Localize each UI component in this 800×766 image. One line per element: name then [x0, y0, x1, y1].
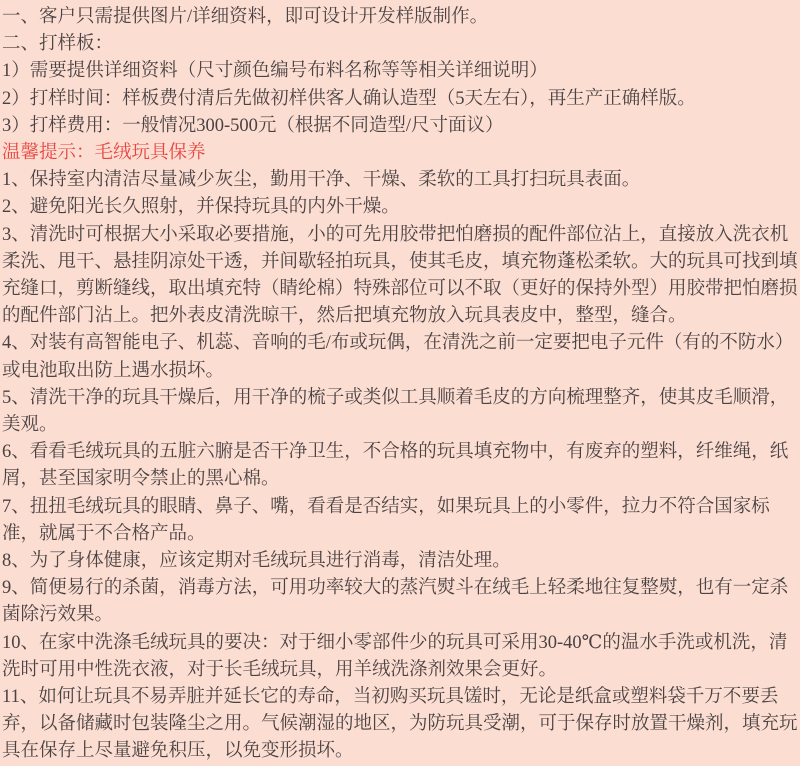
- sample-detail-line-1: 1）需要提供详细资料（尺寸颜色编号布料名称等等相关详细说明）: [2, 61, 548, 82]
- care-tip-7: 7、扭扭毛绒玩具的眼睛、鼻子、嘴，看看是否结实，如果玩具上的小零件，拉力不符合国家标准，就属于不合格产品。: [2, 496, 770, 544]
- intro-customer-line: 一、客户只需提供图片/详细资料，即可设计开发样版制作。: [2, 7, 489, 27]
- sample-time-line-2: 2）打样时间：样板费付清后先做初样供客人确认造型（5天左右），再生产正确样版。: [2, 88, 696, 109]
- care-tip-5: 5、清洗干净的玩具干燥后，用干净的梳子或类似工具顺着毛皮的方向梳理整齐，使其皮毛顺滑，美观。: [2, 387, 789, 436]
- sample-fee-line-3: 3）打样费用：一般情况300-500元（根据不同造型/尺寸面议）: [2, 115, 504, 136]
- notice-title: 温馨提示：毛绒玩具保养: [2, 143, 206, 164]
- care-tip-8: 8、为了身体健康，应该定期对毛绒玩具进行消毒，清洁处理。: [2, 551, 511, 572]
- sample-board-heading: 二、打样板：: [2, 34, 114, 55]
- care-tip-11: 11、如何让玩具不易弄脏并延长它的寿命，当初购买玩具馐时，无论是纸盒或塑料袋千万不要丢弃，以备储藏时包装隆尘之用。气候潮湿的地区，为防玩具受潮，可于保存时放置干燥剂，填充玩具在保存上尽量避免积压，以免变形损坏。: [2, 687, 798, 762]
- care-tip-10: 10、在家中洗涤毛绒玩具的要决：对于细小零部件少的玩具可采用30-40℃的温水手洗或机洗，清洗时可用中性洗衣液，对于长毛绒玩具，用羊绒洗涤剂效果会更好。: [2, 632, 788, 680]
- care-tip-4: 4、对装有高智能电子、机蕊、音响的毛/布或玩偶，在清洗之前一定要把电子元件（有的不防水）或电池取出防上遇水损坏。: [2, 333, 794, 381]
- care-tip-6: 6、看看毛绒玩具的五脏六腑是否干净卫生，不合格的玩具填充物中，有废弃的塑料，纤维绳，纸屑，甚至国家明令禁止的黑心棉。: [2, 442, 789, 490]
- care-tip-9: 9、简便易行的杀菌，消毒方法，可用功率较大的蒸汽熨斗在绒毛上轻柔地往复整熨，也有一定杀菌除污效果。: [2, 578, 789, 626]
- care-tip-2: 2、避免阳光长久照射，并保持玩具的内外干燥。: [2, 197, 400, 218]
- care-tip-3: 3、清洗时可根据大小采取必要措施，小的可先用胶带把怕磨损的配件部位沾上，直接放入洗衣机柔洗、甩干、悬挂阴凉处干透，并间歇轻拍玩具，使其毛皮，填充物蓬松柔软。大的玩具可找到填充缝口，剪断缝线，取出填充特（睛纶棉）特殊部位可以不取（更好的保持外型）用胶带把怕磨损的配件部门沾上。把外表皮清洗晾干，然后把填充物放入玩具表皮中，整型，缝合。: [2, 224, 798, 327]
- care-tip-1: 1、保持室内清洁尽量减少灰尘，勤用干净、干燥、柔软的工具打扫玩具表面。: [2, 170, 641, 191]
